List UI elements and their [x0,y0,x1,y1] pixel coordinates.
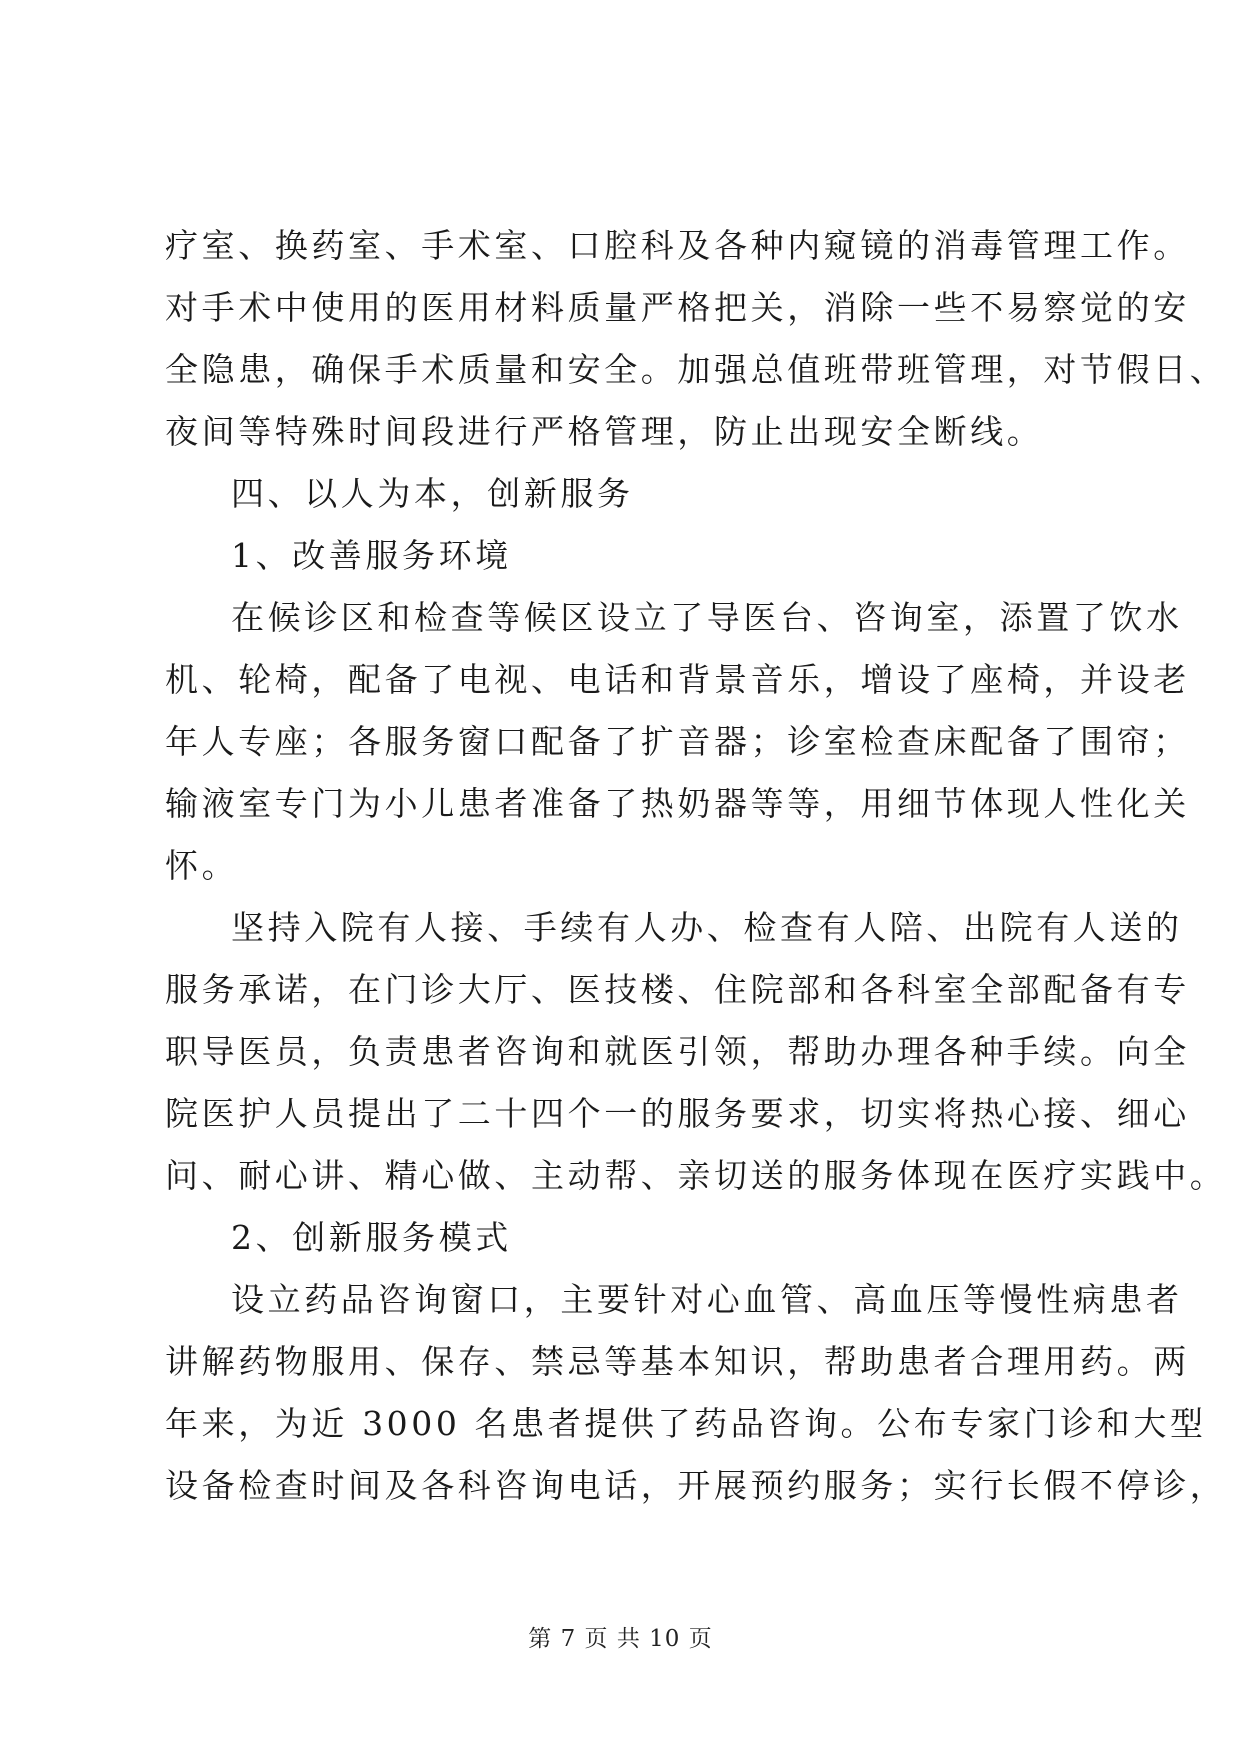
text-line: 对手术中使用的医用材料质量严格把关，消除一些不易察觉的安 [165,288,1190,327]
text-line: 怀。 [165,846,239,885]
paragraph-first-line: 设立药品咨询窗口，主要针对心血管、高血压等慢性病患者 [231,1280,1183,1319]
section-heading: 四、以人为本，创新服务 [231,474,634,513]
text-line: 输液室专门为小儿患者准备了热奶器等等，用细节体现人性化关 [165,784,1190,823]
text-line: 夜间等特殊时间段进行严格管理，防止出现安全断线。 [165,412,1044,451]
subsection-heading: 1、改善服务环境 [231,536,512,575]
subsection-heading: 2、创新服务模式 [231,1218,512,1257]
text-line: 机、轮椅，配备了电视、电话和背景音乐，增设了座椅，并设老 [165,660,1190,699]
paragraph-first-line: 坚持入院有人接、手续有人办、检查有人陪、出院有人送的 [231,908,1183,947]
text-line: 问、耐心讲、精心做、主动帮、亲切送的服务体现在医疗实践中。 [165,1156,1227,1195]
text-line: 全隐患，确保手术质量和安全。加强总值班带班管理，对节假日、 [165,350,1227,389]
text-line: 职导医员，负责患者咨询和就医引领，帮助办理各种手续。向全 [165,1032,1190,1071]
text-line: 院医护人员提出了二十四个一的服务要求，切实将热心接、细心 [165,1094,1190,1133]
text-line: 年来，为近 3000 名患者提供了药品咨询。公布专家门诊和大型 [165,1404,1207,1443]
paragraph-first-line: 在候诊区和检查等候区设立了导医台、咨询室，添置了饮水 [231,598,1183,637]
text-line: 疗室、换药室、手术室、口腔科及各种内窥镜的消毒管理工作。 [165,226,1190,265]
text-line: 服务承诺，在门诊大厅、医技楼、住院部和各科室全部配备有专 [165,970,1190,1009]
text-line: 讲解药物服用、保存、禁忌等基本知识，帮助患者合理用药。两 [165,1342,1190,1381]
text-line: 设备检查时间及各科咨询电话，开展预约服务；实行长假不停诊， [165,1466,1227,1505]
text-line: 年人专座；各服务窗口配备了扩音器；诊室检查床配备了围帘； [165,722,1190,761]
page-number-footer: 第 7 页 共 10 页 [528,1626,713,1652]
